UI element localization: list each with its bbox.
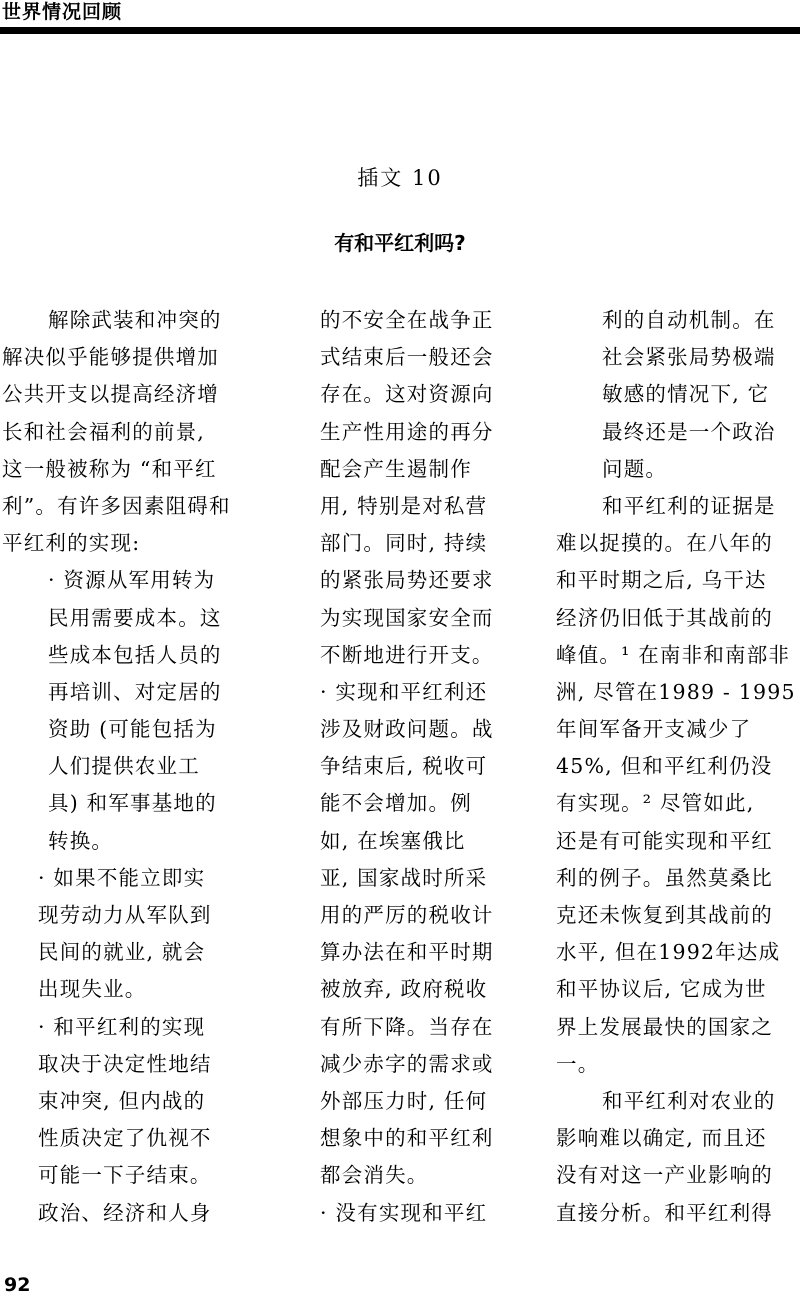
page-number: 92: [4, 1274, 31, 1296]
text-line: 想象中的和平红利: [320, 1126, 494, 1151]
text-line: 现劳动力从军队到: [38, 903, 212, 927]
text-line: 可能一下子结束。: [38, 1163, 212, 1188]
text-line: 有实现。² 尽管如此,: [556, 791, 755, 816]
text-line: 这一般被称为 “和平红: [2, 456, 217, 481]
text-line: 敏感的情况下, 它: [602, 382, 770, 407]
text-line: 和平红利对农业的: [602, 1088, 776, 1113]
text-line: 出现失业。: [38, 977, 147, 1002]
text-line: 没有对这一产业影响的: [556, 1163, 773, 1188]
text-line: 些成本包括人员的: [48, 642, 222, 667]
text-line: 利的例子。虽然莫桑比: [556, 865, 773, 890]
box-label: 插文 10: [357, 166, 443, 190]
text-line: 最终还是一个政治: [602, 419, 776, 444]
text-line: 利的自动机制。在: [602, 308, 776, 332]
text-line: 和平时期之后, 乌干达: [556, 568, 767, 593]
text-line: 45%, 但和平红利仍没: [556, 754, 773, 779]
text-line: 如, 在埃塞俄比: [320, 828, 466, 853]
text-line: 为实现国家安全而: [320, 605, 494, 630]
text-line: 式结束后一般还会: [320, 345, 494, 370]
text-line: 的不安全在战争正: [320, 308, 494, 332]
text-line: 公共开支以提高经济增: [2, 382, 219, 407]
text-line: 生产性用途的再分: [320, 419, 494, 444]
text-line: 不断地进行开支。: [320, 642, 494, 667]
text-line: 取决于决定性地结: [38, 1051, 212, 1076]
text-line: 民用需要成本。这: [48, 605, 222, 630]
text-line: 争结束后, 税收可: [320, 754, 488, 779]
text-line: · 没有实现和平红: [320, 1200, 488, 1225]
text-line: 被放弃, 政府税收: [320, 977, 488, 1002]
text-line: 问题。: [602, 456, 668, 481]
text-line: 解决似乎能够提供增加: [2, 345, 219, 370]
text-line: 年间军备开支减少了: [556, 717, 752, 742]
text-line: 水平, 但在1992年达成: [556, 940, 781, 965]
text-line: 和平协议后, 它成为世: [556, 977, 767, 1002]
text-line: 再培训、对定居的: [48, 679, 222, 704]
text-line: 人们提供农业工: [48, 754, 200, 779]
text-line: 直接分析。和平红利得: [556, 1200, 773, 1225]
text-line: 资助 (可能包括为: [48, 717, 217, 742]
text-line: 用的严厉的税收计: [320, 903, 494, 927]
text-line: 具) 和军事基地的: [48, 791, 217, 816]
text-line: · 如果不能立即实: [38, 865, 206, 890]
running-header-title: 世界情况回顾: [2, 1, 123, 23]
text-line: 克还未恢复到其战前的: [556, 903, 773, 927]
text-line: 存在。这对资源向: [320, 382, 494, 407]
text-line: · 和平红利的实现: [38, 1014, 206, 1039]
header-rule: [0, 27, 800, 34]
text-line: 的紧张局势还要求: [320, 568, 494, 593]
text-line: 民间的就业, 就会: [38, 940, 206, 965]
text-line: 峰值。¹ 在南非和南部非: [556, 642, 791, 667]
text-line: 有所下降。当存在: [320, 1014, 494, 1039]
text-column-left: [2, 302, 240, 1232]
text-line: · 资源从军用转为: [48, 568, 216, 593]
text-line: 配会产生遏制作: [320, 456, 472, 481]
text-line: 社会紧张局势极端: [602, 345, 776, 370]
text-line: 亚, 国家战时所采: [320, 865, 488, 890]
text-line: 界上发展最快的国家之: [556, 1014, 773, 1039]
text-line: 性质决定了仇视不: [38, 1126, 212, 1151]
text-line: 难以捉摸的。在八年的: [556, 531, 773, 556]
text-line: 部门。同时, 持续: [320, 531, 488, 556]
text-line: 政治、经济和人身: [38, 1200, 212, 1225]
text-line: 影响难以确定, 而且还: [556, 1126, 767, 1151]
text-line: 转换。: [48, 828, 114, 853]
text-column-middle: [320, 302, 516, 1232]
text-line: 和平红利的证据是: [602, 493, 776, 518]
text-line: 用, 特别是对私营: [320, 493, 488, 518]
text-column-right: [556, 302, 800, 1232]
text-line: 长和社会福利的前景,: [2, 419, 206, 444]
text-line: · 实现和平红利还: [320, 679, 488, 704]
text-line: 涉及财政问题。战: [320, 717, 494, 742]
text-line: 减少赤字的需求或: [320, 1051, 494, 1076]
text-line: 束冲突, 但内战的: [38, 1088, 206, 1113]
text-line: 利”。有许多因素阻碍和: [2, 493, 231, 518]
text-line: 经济仍旧低于其战前的: [556, 605, 773, 630]
text-line: 算办法在和平时期: [320, 940, 494, 965]
text-line: 还是有可能实现和平红: [556, 828, 773, 853]
text-line: 平红利的实现:: [2, 531, 141, 556]
box-title: 有和平红利吗?: [334, 231, 466, 255]
text-line: 都会消失。: [320, 1163, 429, 1188]
text-line: 一。: [556, 1051, 600, 1076]
text-line: 解除武装和冲突的: [48, 308, 222, 332]
text-line: 洲, 尽管在1989 - 1995: [556, 679, 796, 704]
text-line: 外部压力时, 任何: [320, 1088, 488, 1113]
text-line: 能不会增加。例: [320, 791, 472, 816]
